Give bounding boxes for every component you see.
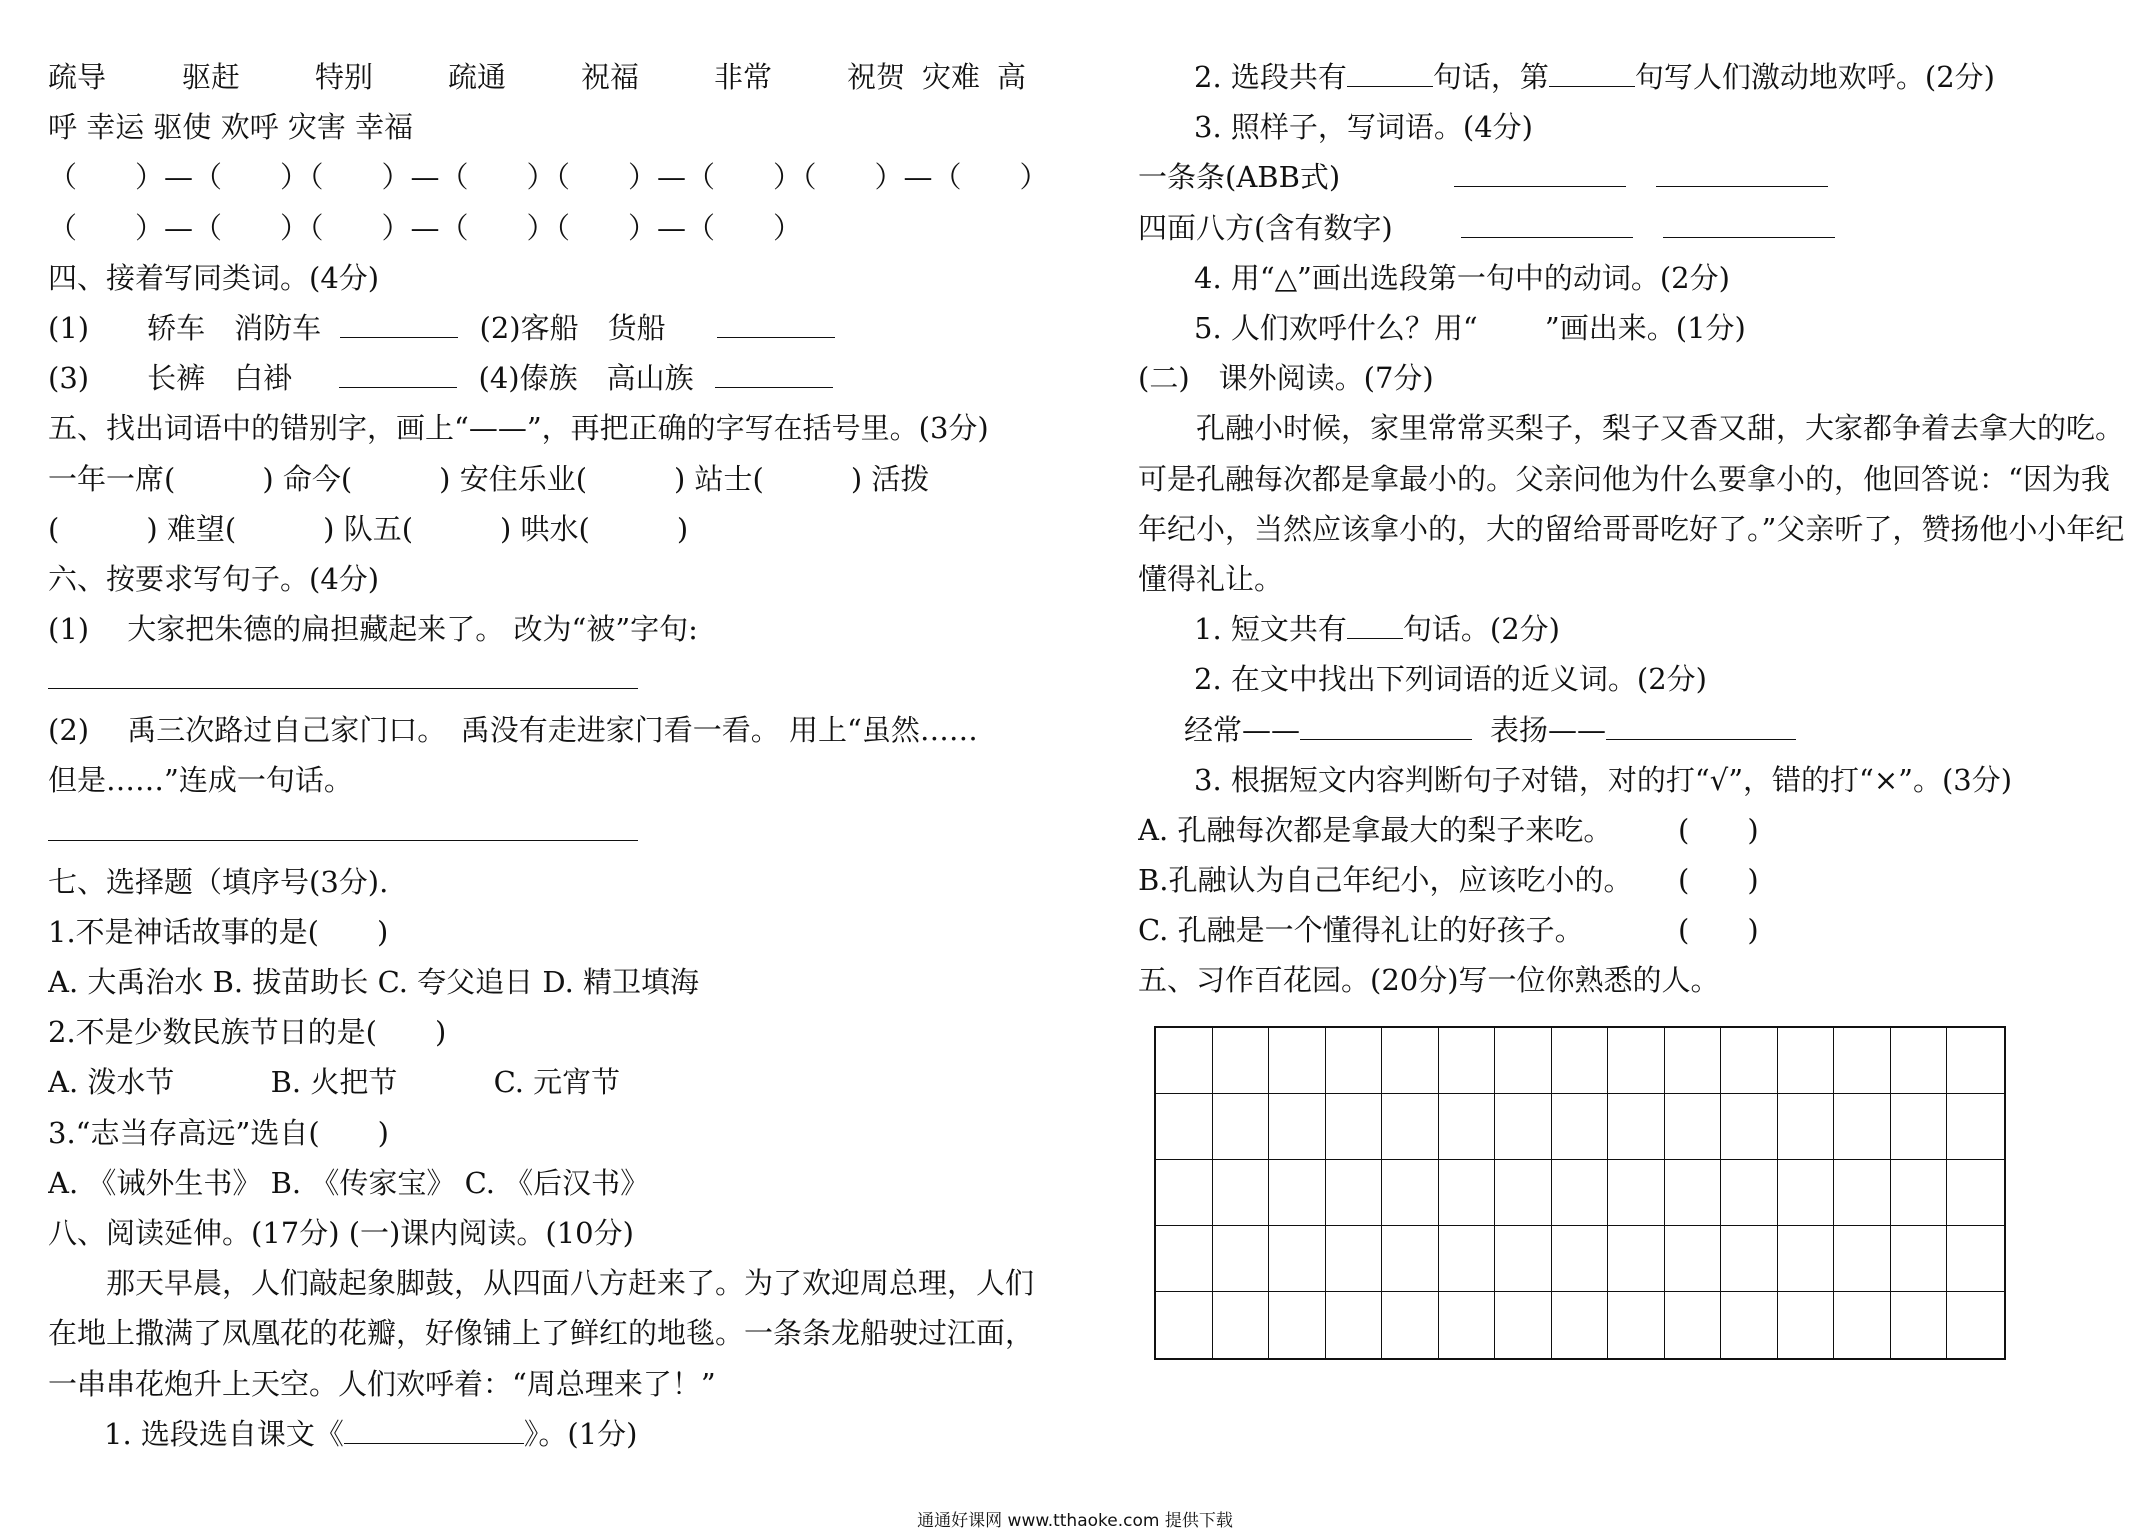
- grid-cell[interactable]: [1778, 1226, 1835, 1292]
- grid-cell[interactable]: [1778, 1292, 1835, 1358]
- word-item: 祝福: [581, 60, 640, 94]
- word-bank-row-2: 呼 幸运 驱使 欢呼 灾害 幸福: [48, 110, 414, 145]
- section-7-question-3: 3.“志当存高远”选自( ): [48, 1115, 389, 1150]
- right-column: [1138, 52, 2128, 1006]
- answer-blank[interactable]: [1347, 56, 1433, 87]
- section-6-question-2b: 但是……”连成一句话。: [48, 763, 353, 798]
- reading-question-5: 5. 人们欢呼什么？用“ ”画出来。(1分): [1194, 310, 1746, 345]
- reading-question-3a: [1138, 152, 2128, 202]
- category-words: (4)傣族 高山族: [478, 361, 694, 396]
- grid-cell[interactable]: [1665, 1226, 1722, 1292]
- section-5-title: 五、找出词语中的错别字，画上“——”，再把正确的字写在括号里。(3分): [48, 411, 989, 446]
- grid-cell[interactable]: [1665, 1292, 1722, 1358]
- judge-item: [1138, 805, 2128, 855]
- grid-cell[interactable]: [1156, 1028, 1213, 1094]
- question-text: 表扬——: [1490, 712, 1607, 747]
- composition-title: 五、习作百花园。(20分)写一位你熟悉的人。: [1138, 963, 1720, 998]
- section-7-question-1: 1.不是神话故事的是( ): [48, 914, 389, 949]
- judge-answer-box[interactable]: ( ): [1678, 812, 1759, 847]
- section-5-line-1: 一年一席( ) 命今( ) 安住乐业( ) 站士( ) 活拨: [48, 461, 930, 496]
- answer-blank[interactable]: [715, 357, 833, 388]
- grid-cell[interactable]: [1891, 1094, 1948, 1160]
- grid-cell[interactable]: [1439, 1160, 1496, 1226]
- reading-question-3: 3. 照样子，写词语。(4分): [1194, 110, 1533, 145]
- grid-cell[interactable]: [1326, 1226, 1383, 1292]
- answer-blank[interactable]: [1300, 709, 1472, 740]
- answer-blank[interactable]: [717, 307, 835, 338]
- word-bank-row-1: [48, 52, 1058, 102]
- section-4-title: 四、接着写同类词。(4分): [48, 260, 380, 295]
- answer-blank[interactable]: [340, 307, 458, 338]
- question-text: 句话。(2分): [1402, 612, 1560, 647]
- grid-cell[interactable]: [1665, 1028, 1722, 1094]
- answer-blank[interactable]: [1347, 608, 1403, 639]
- answer-blank[interactable]: [339, 357, 457, 388]
- word-item: 祝贺: [847, 60, 906, 94]
- grid-cell[interactable]: [1552, 1292, 1609, 1358]
- grid-cell[interactable]: [1834, 1094, 1891, 1160]
- grid-cell[interactable]: [1382, 1292, 1439, 1358]
- category-words: (3) 长裤 白褂: [48, 361, 293, 396]
- section-8-title: 八、阅读延伸。(17分) (一)课内阅读。(10分): [48, 1215, 634, 1250]
- grid-cell[interactable]: [1156, 1160, 1213, 1226]
- question-text: 句话，第: [1432, 60, 1549, 94]
- question-text: 经常——: [1184, 712, 1301, 747]
- answer-line[interactable]: [48, 654, 638, 689]
- section-6-title: 六、按要求写句子。(4分): [48, 561, 380, 596]
- grid-cell[interactable]: [1834, 1160, 1891, 1226]
- footer-credit: 通通好课网 www.tthaoke.com 提供下载: [917, 1511, 1233, 1531]
- word-item: 疏导: [48, 60, 107, 94]
- grid-cell[interactable]: [1382, 1028, 1439, 1094]
- judge-answer-box[interactable]: ( ): [1678, 863, 1759, 898]
- question-text: 一条条(ABB式): [1138, 160, 1341, 195]
- grid-cell[interactable]: [1382, 1160, 1439, 1226]
- grid-cell[interactable]: [1213, 1292, 1270, 1358]
- section-5-line-2: ( ) 难望( ) 队五( ) 哄水( ): [48, 511, 689, 546]
- grid-cell[interactable]: [1495, 1160, 1552, 1226]
- grid-cell[interactable]: [1778, 1094, 1835, 1160]
- judge-item: [1138, 855, 2128, 905]
- grid-cell[interactable]: [1382, 1094, 1439, 1160]
- section-6-question-1: (1) 大家把朱德的扁担藏起来了。 改为“被”字句:: [48, 612, 698, 647]
- grid-cell[interactable]: [1608, 1094, 1665, 1160]
- grid-cell[interactable]: [1495, 1226, 1552, 1292]
- judge-text: C. 孔融是一个懂得礼让的好孩子。: [1138, 913, 1584, 948]
- grid-cell[interactable]: [1778, 1028, 1835, 1094]
- question-text: 句写人们激动地欢呼。(2分): [1634, 60, 1995, 94]
- question-text: 》。(1分): [523, 1416, 638, 1451]
- grid-cell[interactable]: [1721, 1028, 1778, 1094]
- grid-cell[interactable]: [1495, 1028, 1552, 1094]
- category-words: (2)客船 货船: [479, 310, 666, 345]
- pair-blank-row-1: （ ）—（ ）（ ）—（ ）（ ）—（ ）（ ）—（ ）: [48, 160, 1049, 195]
- grid-cell[interactable]: [1665, 1160, 1722, 1226]
- grid-cell[interactable]: [1665, 1094, 1722, 1160]
- judge-item: [1138, 905, 2128, 955]
- grid-cell[interactable]: [1778, 1160, 1835, 1226]
- grid-cell[interactable]: [1269, 1160, 1326, 1226]
- grid-cell[interactable]: [1947, 1292, 2004, 1358]
- word-item: 特别: [315, 60, 374, 94]
- grid-cell[interactable]: [1834, 1028, 1891, 1094]
- grid-cell[interactable]: [1269, 1028, 1326, 1094]
- grid-cell[interactable]: [1721, 1292, 1778, 1358]
- grid-cell[interactable]: [1213, 1160, 1270, 1226]
- grid-cell[interactable]: [1156, 1094, 1213, 1160]
- category-words: (1) 轿车 消防车: [48, 310, 322, 345]
- grid-cell[interactable]: [1608, 1160, 1665, 1226]
- answer-blank[interactable]: [1606, 709, 1796, 740]
- section-4-row-2: [48, 353, 1058, 403]
- answer-line[interactable]: [48, 806, 638, 841]
- grid-cell[interactable]: [1382, 1226, 1439, 1292]
- extra-reading-title: (二) 课外阅读。(7分): [1138, 361, 1434, 396]
- grid-cell[interactable]: [1721, 1226, 1778, 1292]
- grid-cell[interactable]: [1608, 1226, 1665, 1292]
- answer-blank[interactable]: [1549, 56, 1635, 87]
- word-item: 非常: [714, 60, 773, 94]
- grid-cell[interactable]: [1269, 1292, 1326, 1358]
- grid-cell[interactable]: [1495, 1094, 1552, 1160]
- grid-cell[interactable]: [1326, 1028, 1383, 1094]
- grid-cell[interactable]: [1439, 1094, 1496, 1160]
- grid-cell[interactable]: [1947, 1094, 2004, 1160]
- extra-question-2: 2. 在文中找出下列词语的近义词。(2分): [1194, 662, 1707, 697]
- pair-blank-row-2: （ ）—（ ）（ ）—（ ）（ ）—（ ）: [48, 210, 803, 245]
- grid-cell[interactable]: [1439, 1028, 1496, 1094]
- grid-cell[interactable]: [1721, 1094, 1778, 1160]
- judge-text: B.孔融认为自己年纪小，应该吃小的。: [1138, 863, 1633, 898]
- grid-cell[interactable]: [1326, 1160, 1383, 1226]
- question-text: 四面八方(含有数字): [1138, 210, 1393, 245]
- grid-cell[interactable]: [1156, 1226, 1213, 1292]
- grid-cell[interactable]: [1947, 1160, 2004, 1226]
- grid-cell[interactable]: [1608, 1292, 1665, 1358]
- grid-cell[interactable]: [1213, 1226, 1270, 1292]
- grid-cell[interactable]: [1439, 1226, 1496, 1292]
- word-item: 灾难: [922, 60, 981, 94]
- section-7-options-3: A. 《诫外生书》 B. 《传家宝》 C. 《后汉书》: [48, 1165, 650, 1200]
- reading-question-2: [1138, 52, 2128, 102]
- grid-cell[interactable]: [1495, 1292, 1552, 1358]
- answer-blank[interactable]: [344, 1413, 524, 1444]
- word-item: 疏通: [448, 60, 507, 94]
- grid-cell[interactable]: [1891, 1292, 1948, 1358]
- question-text: 2. 选段共有: [1194, 60, 1347, 94]
- answer-blank[interactable]: [1656, 156, 1828, 187]
- question-text: 1. 短文共有: [1194, 612, 1347, 647]
- reading-passage-2: 孔融小时候，家里常常买梨子，梨子又香又甜，大家都争着去拿大的吃。可是孔融每次都是拿最小的。父亲问他为什么要拿小的，他回答说：“因为我年纪小，当然应该拿小的，大的留给哥哥吃好了。”父亲听了，赞扬他小小年纪懂得礼让。: [1138, 411, 2125, 596]
- grid-cell[interactable]: [1721, 1160, 1778, 1226]
- reading-question-4: 4. 用“△”画出选段第一句中的动词。(2分): [1194, 260, 1730, 295]
- grid-cell[interactable]: [1947, 1028, 2004, 1094]
- grid-cell[interactable]: [1834, 1292, 1891, 1358]
- grid-cell[interactable]: [1891, 1028, 1948, 1094]
- grid-cell[interactable]: [1891, 1160, 1948, 1226]
- grid-cell[interactable]: [1552, 1160, 1609, 1226]
- composition-grid[interactable]: [1154, 1026, 2006, 1360]
- writing-grid-cells[interactable]: [1154, 1026, 2006, 1360]
- grid-cell[interactable]: [1552, 1226, 1609, 1292]
- answer-blank[interactable]: [1461, 207, 1633, 238]
- grid-cell[interactable]: [1891, 1226, 1948, 1292]
- grid-cell[interactable]: [1608, 1028, 1665, 1094]
- extra-question-1: [1138, 604, 2128, 654]
- section-7-question-2: 2.不是少数民族节日的是( ): [48, 1015, 447, 1050]
- grid-cell[interactable]: [1326, 1292, 1383, 1358]
- grid-cell[interactable]: [1439, 1292, 1496, 1358]
- section-8-question-1: [48, 1409, 1058, 1459]
- grid-cell[interactable]: [1213, 1094, 1270, 1160]
- left-column: [48, 52, 1058, 1459]
- grid-cell[interactable]: [1269, 1226, 1326, 1292]
- question-text: 1. 选段选自课文《: [104, 1416, 344, 1451]
- section-7-options-1: A. 大禹治水 B. 拔苗助长 C. 夸父追日 D. 精卫填海: [48, 965, 700, 999]
- section-4-row-1: [48, 303, 1058, 353]
- answer-blank[interactable]: [1663, 207, 1835, 238]
- grid-cell[interactable]: [1326, 1094, 1383, 1160]
- section-7-title: 七、选择题（填序号(3分).: [48, 864, 389, 899]
- reading-question-3b: [1138, 203, 2128, 253]
- word-item: 驱赶: [182, 60, 241, 94]
- grid-cell[interactable]: [1834, 1226, 1891, 1292]
- extra-question-3: 3. 根据短文内容判断句子对错，对的打“√”，错的打“×”。(3分): [1194, 762, 2013, 797]
- judge-text: A. 孔融每次都是拿最大的梨子来吃。: [1138, 812, 1613, 847]
- answer-blank[interactable]: [1454, 156, 1626, 187]
- word-item: 高: [997, 60, 1027, 94]
- grid-cell[interactable]: [1552, 1094, 1609, 1160]
- section-7-options-2: A. 泼水节 B. 火把节 C. 元宵节: [48, 1065, 621, 1100]
- grid-cell[interactable]: [1552, 1028, 1609, 1094]
- grid-cell[interactable]: [1156, 1292, 1213, 1358]
- grid-cell[interactable]: [1269, 1094, 1326, 1160]
- grid-cell[interactable]: [1947, 1226, 2004, 1292]
- judge-answer-box[interactable]: ( ): [1678, 913, 1759, 948]
- extra-question-2-answers: [1138, 705, 2128, 755]
- reading-passage-1: 那天早晨，人们敲起象脚鼓，从四面八方赶来了。为了欢迎周总理，人们在地上撒满了凤凰花的花瓣，好像铺上了鲜红的地毯。一条条龙船驶过江面，一串串花炮升上天空。人们欢呼着：“周总理来了！”: [48, 1266, 1035, 1401]
- grid-cell[interactable]: [1213, 1028, 1270, 1094]
- section-6-question-2a: (2) 禹三次路过自己家门口。 禹没有走进家门看一看。 用上“虽然……: [48, 713, 978, 748]
